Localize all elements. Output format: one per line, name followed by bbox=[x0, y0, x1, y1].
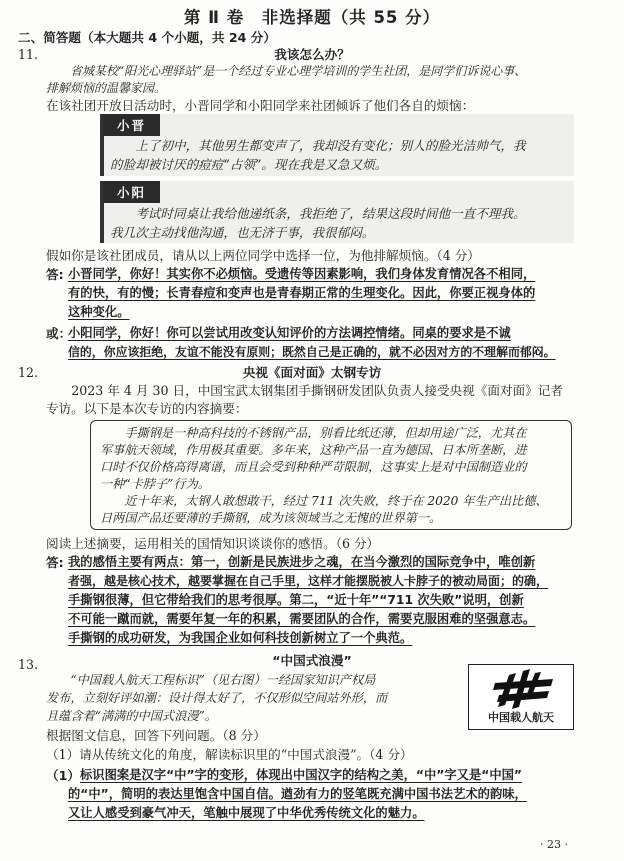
q11-answer-label: 答: bbox=[46, 267, 64, 282]
q11-intro-line3: 在该社团开放日活动时，小晋同学和小阳同学来社团倾诉了他们各自的烦恼： bbox=[46, 98, 475, 113]
q12-prompt: 阅读上述摘要，运用相关的国情知识谈谈你的感悟。（6 分） bbox=[46, 536, 380, 551]
q12-answer-line1: 我的感悟主要有两点：第一，创新是民族进步之魂，在当今激烈的国际竞争中，唯创新 bbox=[68, 555, 536, 569]
q12-answer-line3: 手撕钢很薄，但它带给我们的思考很厚。第二，“近十年”“711 次失败”说明，创新 bbox=[68, 593, 524, 607]
q11-heading: 我该怎么办？ bbox=[274, 47, 350, 62]
q11-prompt: 假如你是该社团成员，请从以上两位同学中选择一位，为他排解烦恼。（4 分） bbox=[46, 248, 480, 263]
q11-number: 11. bbox=[18, 47, 39, 62]
q12-excerpt-line4: 一种“卡脖子”行为。 bbox=[100, 477, 210, 491]
xiaojin-text-line1: 上了初中，其他男生都变声了，我却没有变化；别人的脸光洁帅气，我 bbox=[110, 138, 526, 153]
xiaojin-text-line2: 的脸却被讨厌的痘痘“占领”。现在我是又急又烦。 bbox=[110, 157, 388, 172]
q13-answer-line2: 的“中”，简明的表达里饱含中国自信。遒劲有力的竖笔既充满中国书法艺术的韵味， bbox=[68, 787, 527, 801]
q12-excerpt-line5: 近十年来，太钢人敢想敢干，经过 711 次失败，终于在 2020 年生产出比德、 bbox=[100, 494, 548, 508]
q11-alt-answer-line2: 信的，你应该拒绝，友谊不能没有原则；既然自己是正确的，就不必因对方的不理解而郁闷。 bbox=[68, 345, 556, 359]
xiaoyang-tag: 小阳 bbox=[103, 181, 160, 203]
q12-answer-line2: 者强，越是核心技术，越要掌握在自己手里，这样才能摆脱被人卡脖子的被动局面；的确， bbox=[68, 574, 549, 588]
q12-answer-line5: 手撕钢的成功研发，为我国企业如何科技创新树立了一个典范。 bbox=[68, 631, 413, 645]
q12-excerpt-line2: 军事航天领域，作用极其重要。多年来，这种产品一直为德国、日本所垄断，进 bbox=[100, 443, 527, 457]
q11-answer-line3: 这种变化。 bbox=[68, 305, 130, 319]
logo-caption: 中国载人航天 bbox=[488, 711, 554, 724]
manned-space-emblem-icon bbox=[469, 667, 573, 711]
q11-answer-line2: 有的快，有的慢；长青春痘和变声也是青春期正常的生理变化。因此，你要正视身体的 bbox=[68, 286, 536, 300]
q13-intro-line2: 发布，立刻好评如潮：设计得太好了，不仅形似空间站外形，而 bbox=[46, 691, 388, 705]
q13-intro-line1: “中国载人航天工程标识”（见右图）一经国家知识产权局 bbox=[46, 673, 376, 687]
q12-excerpt-line1: 手撕钢是一种高科技的不锈钢产品，别看比纸还薄，但却用途广泛，尤其在 bbox=[100, 426, 527, 440]
xiaoyang-text-line2: 我几次主动找他沟通，也无济于事，我很郁闷。 bbox=[110, 225, 375, 240]
q13-answer-line3: 又让人感受到豪气冲天，笔触中展现了中华优秀传统文化的魅力。 bbox=[68, 806, 425, 820]
q13-answer-line1: 标识图案是汉字“中”字的变形，体现出中国汉字的结构之美，“中”字又是“中国” bbox=[80, 768, 522, 782]
q13-number: 13. bbox=[18, 657, 39, 672]
q11-alt-answer-line1: 小阳同学，你好！你可以尝试用改变认知评价的方法调控情绪。同桌的要求是不诚 bbox=[68, 326, 511, 340]
q13-heading: “中国式浪漫” bbox=[272, 653, 352, 668]
section-heading: 二、简答题（本大题共 4 个小题，共 24 分） bbox=[18, 30, 276, 45]
q13-intro-line3: 且蕴含着“满满的中国式浪漫”。 bbox=[46, 709, 217, 723]
q13-answer-label: （1） bbox=[46, 768, 80, 783]
q12-excerpt-line3: 口时不仅价格高得离谱，而且会受到种种严苛限制，这事实上是对中国制造业的 bbox=[100, 460, 527, 474]
q11-intro-line1: 省城某校“阳光心理驿站”是一个经过专业心理学培训的学生社团，是同学们诉说心事、 bbox=[46, 64, 527, 78]
q12-excerpt-line6: 日两国产品还要薄的手撕钢，成为该领域当之无愧的世界第一。 bbox=[100, 511, 442, 525]
q11-answer-line1: 小晋同学，你好！其实你不必烦恼。受遗传等因素影响，我们身体发育情况各不相同， bbox=[68, 267, 536, 281]
part-title: 第 Ⅱ 卷 非选择题（共 55 分） bbox=[183, 8, 441, 27]
manned-space-logo bbox=[468, 664, 574, 730]
q12-heading: 央视《面对面》太钢专访 bbox=[242, 365, 382, 380]
q12-number: 12. bbox=[18, 365, 39, 380]
q12-intro-line2: 专访。以下是本次专访的内容摘要： bbox=[46, 401, 248, 416]
q12-answer-label: 答: bbox=[46, 555, 64, 570]
xiaoyang-text-line1: 考试时同桌让我给他递纸条，我拒绝了，结果这段时间他一直不理我。 bbox=[110, 206, 526, 221]
q12-answer-line4: 不可能一蹴而就，需要年复一年的积累，需要团队的合作，需要克服困难的坚强意志。 bbox=[68, 612, 536, 626]
q11-or-label: 或： bbox=[46, 326, 72, 341]
q13-subquestion-1: （1）请从传统文化的角度，解读标识里的“中国式浪漫”。（4 分） bbox=[46, 747, 413, 762]
page-number: · 23 · bbox=[540, 838, 568, 851]
q13-prompt: 根据图文信息，回答下列问题。（8 分） bbox=[46, 728, 266, 743]
xiaojin-tag: 小晋 bbox=[103, 114, 160, 136]
q11-intro-line2: 排解烦恼的温馨家园。 bbox=[46, 81, 167, 95]
q12-intro-line1: 2023 年 4 月 30 日，中国宝武太钢集团手撕钢研发团队负责人接受央视《面对面》记者 bbox=[46, 383, 563, 398]
